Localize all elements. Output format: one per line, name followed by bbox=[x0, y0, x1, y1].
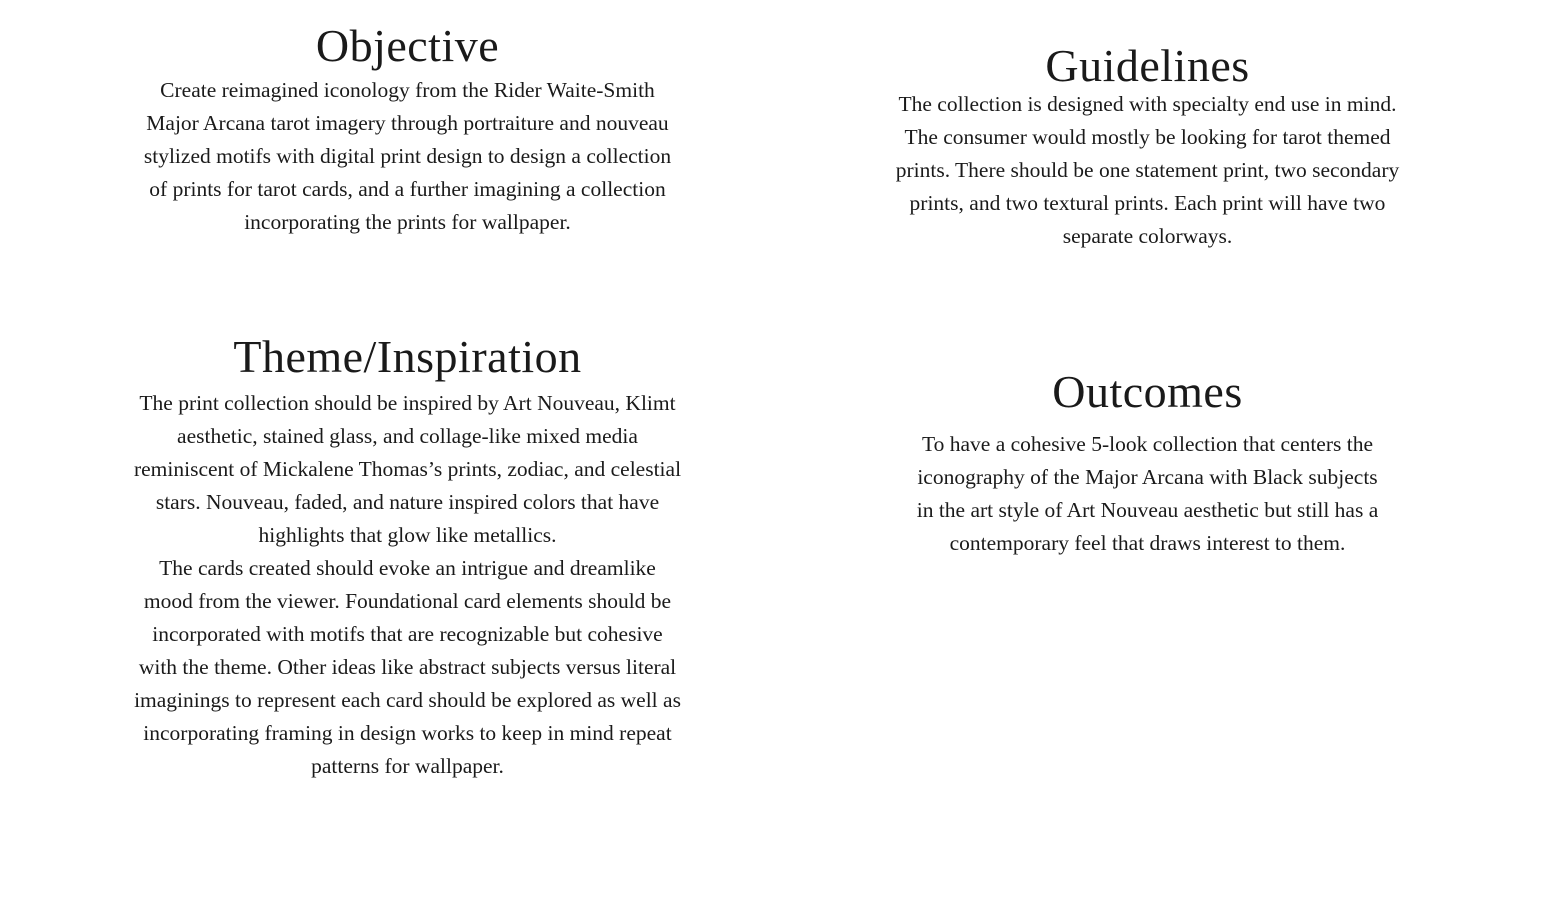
guidelines-line: The consumer would mostly be looking for tarot themed bbox=[904, 125, 1391, 149]
outcomes-section bbox=[820, 366, 1475, 560]
objective-heading: Objective bbox=[315, 20, 500, 71]
outcomes-heading: Outcomes bbox=[1052, 366, 1243, 417]
theme-heading: Theme/Inspiration bbox=[233, 331, 582, 382]
outcomes-line: To have a cohesive 5-look collection that centers the bbox=[921, 432, 1374, 456]
theme-line: stars. Nouveau, faded, and nature inspired colors that have bbox=[155, 490, 660, 514]
theme-line: imaginings to represent each card should be explored as well as bbox=[134, 688, 681, 712]
theme-line: with the theme. Other ideas like abstract subjects versus literal bbox=[138, 655, 677, 679]
objective-line: stylized motifs with digital print design to design a collection bbox=[143, 144, 672, 168]
outcomes-line: contemporary feel that draws interest to them. bbox=[949, 531, 1346, 555]
guidelines-body bbox=[820, 88, 1475, 253]
theme-line: reminiscent of Mickalene Thomas’s prints, zodiac, and celestial bbox=[133, 457, 682, 481]
theme-line: mood from the viewer. Foundational card elements should be bbox=[143, 589, 672, 613]
guidelines-heading: Guidelines bbox=[1045, 40, 1250, 91]
theme-line: highlights that glow like metallics. bbox=[258, 523, 557, 547]
objective-line: Major Arcana tarot imagery through portraiture and nouveau bbox=[146, 111, 669, 135]
objective-line: incorporating the prints for wallpaper. bbox=[244, 210, 571, 234]
guidelines-line: prints, and two textural prints. Each print will have two bbox=[909, 191, 1386, 215]
objective-line: of prints for tarot cards, and a further imagining a collection bbox=[149, 177, 666, 201]
theme-line: aesthetic, stained glass, and collage-like mixed media bbox=[177, 424, 638, 448]
outcomes-line: in the art style of Art Nouveau aesthetic but still has a bbox=[916, 498, 1379, 522]
objective-line: Create reimagined iconology from the Rider Waite-Smith bbox=[160, 78, 655, 102]
guidelines-line: prints. There should be one statement print, two secondary bbox=[895, 158, 1400, 182]
outcomes-line: iconography of the Major Arcana with Black subjects bbox=[917, 465, 1378, 489]
objective-body bbox=[60, 74, 755, 239]
theme-line: The cards created should evoke an intrigue and dreamlike bbox=[159, 556, 656, 580]
guidelines-section bbox=[820, 40, 1475, 253]
guidelines-line: The collection is designed with specialty end use in mind. bbox=[898, 92, 1397, 116]
theme-body bbox=[60, 387, 755, 783]
objective-section bbox=[60, 20, 755, 239]
theme-line: incorporating framing in design works to keep in mind repeat bbox=[143, 721, 672, 745]
theme-line: The print collection should be inspired by Art Nouveau, Klimt bbox=[139, 391, 676, 415]
theme-line: incorporated with motifs that are recognizable but cohesive bbox=[152, 622, 663, 646]
theme-line: patterns for wallpaper. bbox=[311, 754, 504, 778]
outcomes-body bbox=[820, 428, 1475, 560]
theme-section bbox=[60, 331, 755, 783]
guidelines-line: separate colorways. bbox=[1062, 224, 1233, 248]
